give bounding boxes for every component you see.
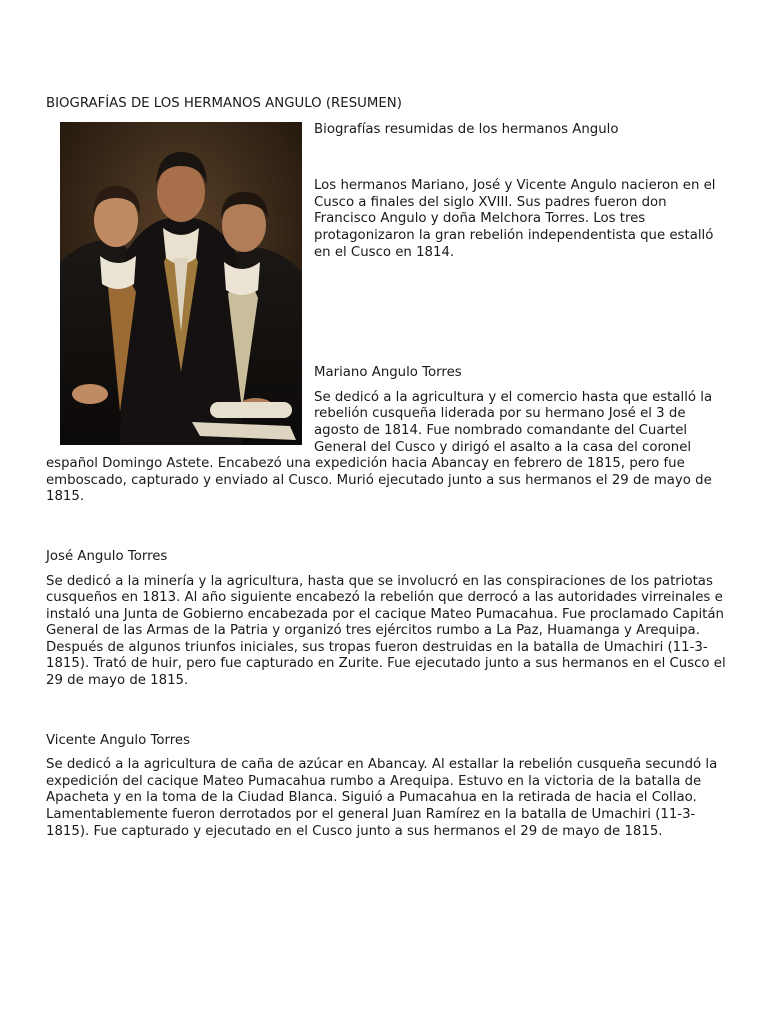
intro-paragraph: Los hermanos Mariano, José y Vicente Angulo nacieron en el Cusco a finales del siglo XVIII. Sus padres fueron don Francisco Angulo y doña Melchora Torres. Los tres protagonizaron la gran rebelión independentista que estalló en el Cusco en 1814.: [314, 178, 716, 260]
portrait-painting: [60, 122, 302, 445]
document-page: [46, 96, 726, 883]
section-body-jose: Se dedicó a la minería y la agricultura, hasta que se involucró en las conspiraciones de los patriotas cusqueños en 1813. Al año siguiente encabezó la rebelión que derrocó a las autoridades virreinales e instaló una Junta de Gobierno encabezada por el cacique Mateo Pumacahua. Fue proclamado Capitán General de las Armas de la Patria y organizó tres ejércitos rumbo a La Paz, Huamanga y Arequipa. Después de algunos triunfos iniciales, sus tropas fueron destruidas en la batalla de Umachiri (11-3-1815). Trató de huir, pero fue capturado en Zurite. Fue ejecutado junto a sus hermanos en el Cusco el 29 de mayo de 1815.: [46, 573, 726, 689]
section-body-mariano: Se dedicó a la agricultura y el comercio hasta que estalló la rebelión cusqueña liderada por su hermano José el 3 de agosto de 1814. Fue nombrado comandante del Cuartel General del Cusco y dirigó el asalto a la casa del coronel español Domingo Astete. Encabezó una expedición hacia Abancay en febrero de 1815, pero fue emboscado, capturado y enviado al Cusco. Murió ejecutado junto a sus hermanos el 29 de mayo de 1815.: [46, 389, 713, 505]
angulo-brothers-portrait: [60, 122, 302, 445]
section-title-vicente: Vicente Angulo Torres: [46, 732, 190, 748]
section-body-vicente: Se dedicó a la agricultura de caña de azúcar en Abancay. Al estallar la rebelión cusqueña secundó la expedición del cacique Mateo Pumacahua rumbo a Arequipa. Estuvo en la victoria de la batalla de Apacheta y en la toma de la Ciudad Blanca. Siguió a Pumacahua en la retirada de hacia el Collao. Lamentablemente fueron derrotados por el general Juan Ramírez en la batalla de Umachiri (11-3-1815). Fue capturado y ejecutado en el Cusco junto a sus hermanos el 29 de mayo de 1815.: [46, 757, 718, 839]
section-title-jose: José Angulo Torres: [46, 548, 168, 564]
document-title: BIOGRAFÍAS DE LOS HERMANOS ANGULO (RESUMEN): [46, 96, 402, 111]
document-subtitle: Biografías resumidas de los hermanos Angulo: [314, 121, 619, 137]
section-title-mariano: Mariano Angulo Torres: [314, 365, 462, 381]
